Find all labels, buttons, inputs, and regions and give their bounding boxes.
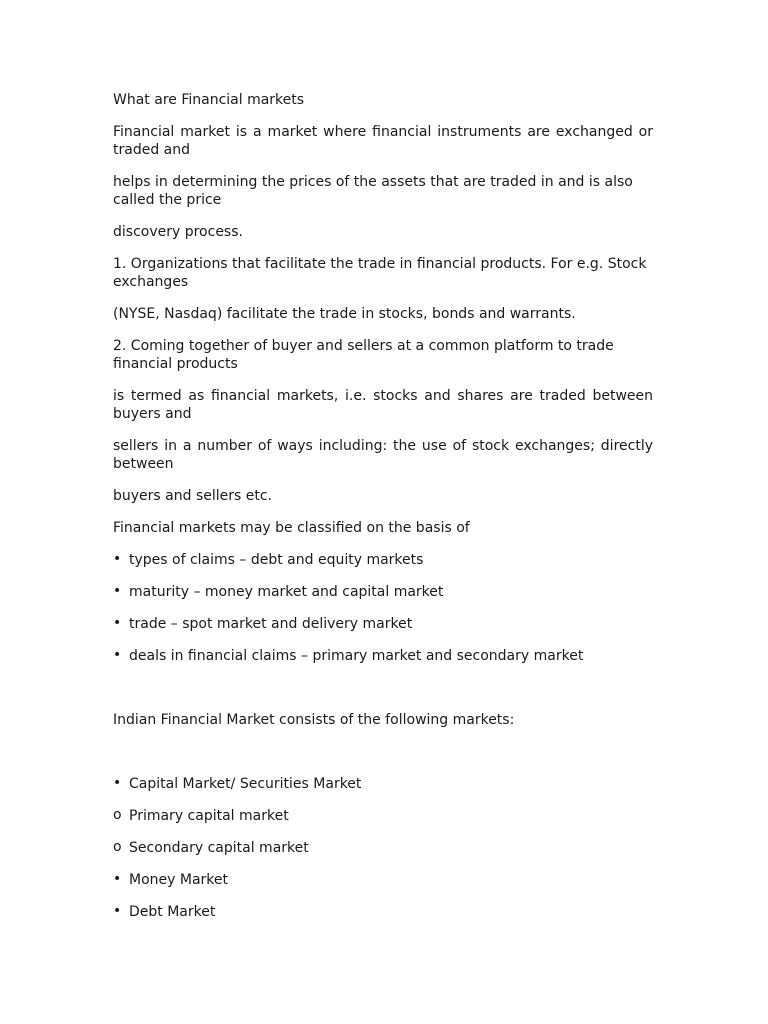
paragraph: (NYSE, Nasdaq) facilitate the trade in stocks, bonds and warrants. bbox=[113, 306, 576, 322]
list-item-text: Primary capital market bbox=[129, 808, 289, 824]
list-item-text: trade – spot market and delivery market bbox=[129, 616, 413, 632]
bullet-mark: • bbox=[113, 615, 122, 631]
paragraph: 1. Organizations that facilitate the trade in financial products. For e.g. Stock exchanges bbox=[113, 256, 647, 290]
document-content bbox=[113, 91, 653, 935]
list-item bbox=[113, 839, 653, 857]
paragraph: Financial market is a market where financial instruments are exchanged or traded and bbox=[113, 124, 653, 158]
list-item-text: Money Market bbox=[129, 872, 228, 888]
bullet-mark: • bbox=[113, 871, 122, 887]
list-item-text: Debt Market bbox=[129, 904, 216, 920]
paragraph: discovery process. bbox=[113, 224, 243, 240]
list-item bbox=[113, 615, 653, 633]
bullet-mark: • bbox=[113, 551, 122, 567]
document-heading: What are Financial markets bbox=[113, 92, 305, 108]
list-item-text: Secondary capital market bbox=[129, 840, 309, 856]
list-item bbox=[113, 551, 653, 569]
list-item-text: types of claims – debt and equity markets bbox=[129, 552, 424, 568]
bullet-mark: • bbox=[113, 647, 122, 663]
section-heading: Indian Financial Market consists of the following markets: bbox=[113, 712, 515, 728]
paragraph: is termed as financial markets, i.e. stocks and shares are traded between buyers and bbox=[113, 388, 653, 422]
sub-bullet-mark: o bbox=[113, 839, 122, 855]
list-item bbox=[113, 775, 653, 793]
list-item bbox=[113, 903, 653, 921]
paragraph: sellers in a number of ways including: the use of stock exchanges; directly between bbox=[113, 438, 653, 472]
sub-bullet-mark: o bbox=[113, 807, 122, 823]
bullet-mark: • bbox=[113, 775, 122, 791]
paragraph: Financial markets may be classified on the basis of bbox=[113, 520, 470, 536]
bullet-mark: • bbox=[113, 903, 122, 919]
paragraph: 2. Coming together of buyer and sellers at a common platform to trade financial products bbox=[113, 338, 614, 372]
list-item bbox=[113, 647, 653, 665]
list-item bbox=[113, 583, 653, 601]
paragraph: helps in determining the prices of the assets that are traded in and is also called the price bbox=[113, 174, 633, 208]
list-item-text: deals in financial claims – primary market and secondary market bbox=[129, 648, 584, 664]
spacer bbox=[113, 679, 653, 711]
paragraph: buyers and sellers etc. bbox=[113, 488, 272, 504]
list-item bbox=[113, 871, 653, 889]
list-item-text: Capital Market/ Securities Market bbox=[129, 776, 362, 792]
list-item bbox=[113, 807, 653, 825]
bullet-mark: • bbox=[113, 583, 122, 599]
spacer bbox=[113, 743, 653, 775]
list-item-text: maturity – money market and capital market bbox=[129, 584, 444, 600]
